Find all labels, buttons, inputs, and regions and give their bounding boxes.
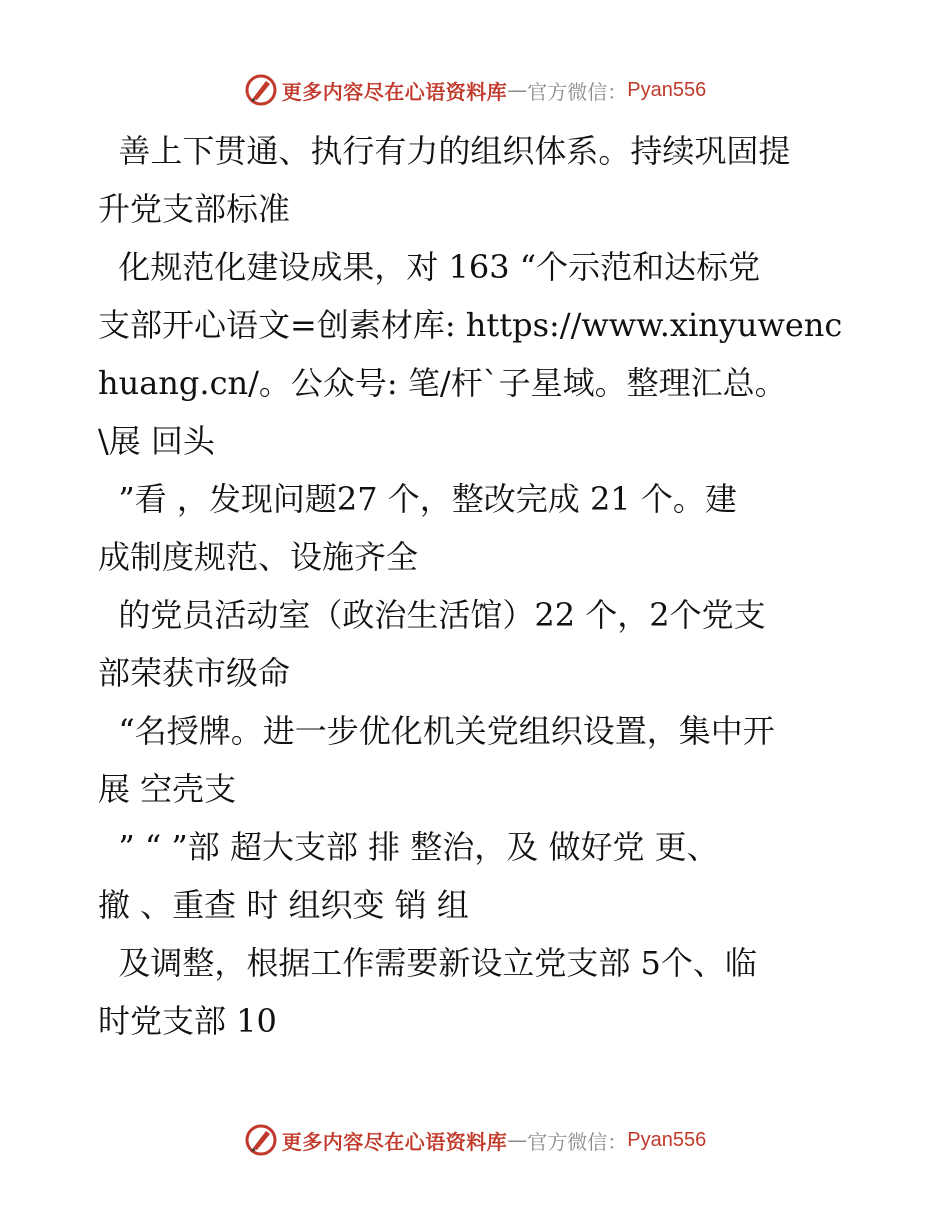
- document-body: [98, 122, 858, 1050]
- footer-banner: [0, 1120, 950, 1160]
- document-line: 撤 、重查 时 组织变 销 组: [98, 886, 469, 924]
- document-line: huang.cn/。公众号: 笔/杆`子星域。整理汇总。: [98, 364, 787, 402]
- document-line: ” “ ”部 超大支部 排 整治，及 做好党 更、: [98, 828, 719, 866]
- footer-banner-wechat-label: 官方微信：: [527, 1129, 628, 1154]
- banner-wechat-id: Pyan556: [627, 78, 707, 101]
- document-line: 展 空壳支: [98, 770, 237, 808]
- quill-circle-logo-icon: [244, 1123, 278, 1157]
- document-line: \展 回头: [98, 422, 215, 460]
- document-line: “名授牌。进一步优化机关党组织设置，集中开: [98, 712, 775, 750]
- header-banner: [0, 70, 950, 110]
- footer-banner-title: 更多内容尽在心语资料库: [281, 1129, 508, 1154]
- document-line: 升党支部标准: [98, 190, 291, 228]
- quill-circle-logo-icon: [244, 73, 278, 107]
- footer-banner-wechat-id: Pyan556: [627, 1128, 707, 1151]
- document-line: 善上下贯通、执行有力的组织体系。持续巩固提: [98, 132, 791, 170]
- document-line: 及调整，根据工作需要新设立党支部 5个、临: [98, 944, 757, 982]
- document-line: 成制度规范、设施齐全: [98, 538, 419, 576]
- document-line: 部荣获市级命: [98, 654, 291, 692]
- document-line: 时党支部 10: [98, 1002, 277, 1040]
- banner-title: 更多内容尽在心语资料库: [281, 79, 508, 104]
- document-line: 化规范化建设成果，对 163 “个示范和达标党: [98, 248, 761, 286]
- document-line: 支部开心语文=创素材库: https://www.xinyuwenc: [98, 306, 843, 344]
- banner-separator: —: [507, 78, 528, 102]
- banner-wechat-label: 官方微信：: [527, 79, 628, 104]
- document-line: 的党员活动室（政治生活馆）22 个，2个党支: [98, 596, 766, 634]
- document-line: ”看 ，发现问题27 个，整改完成 21 个。建: [98, 480, 737, 518]
- footer-banner-separator: —: [507, 1128, 528, 1152]
